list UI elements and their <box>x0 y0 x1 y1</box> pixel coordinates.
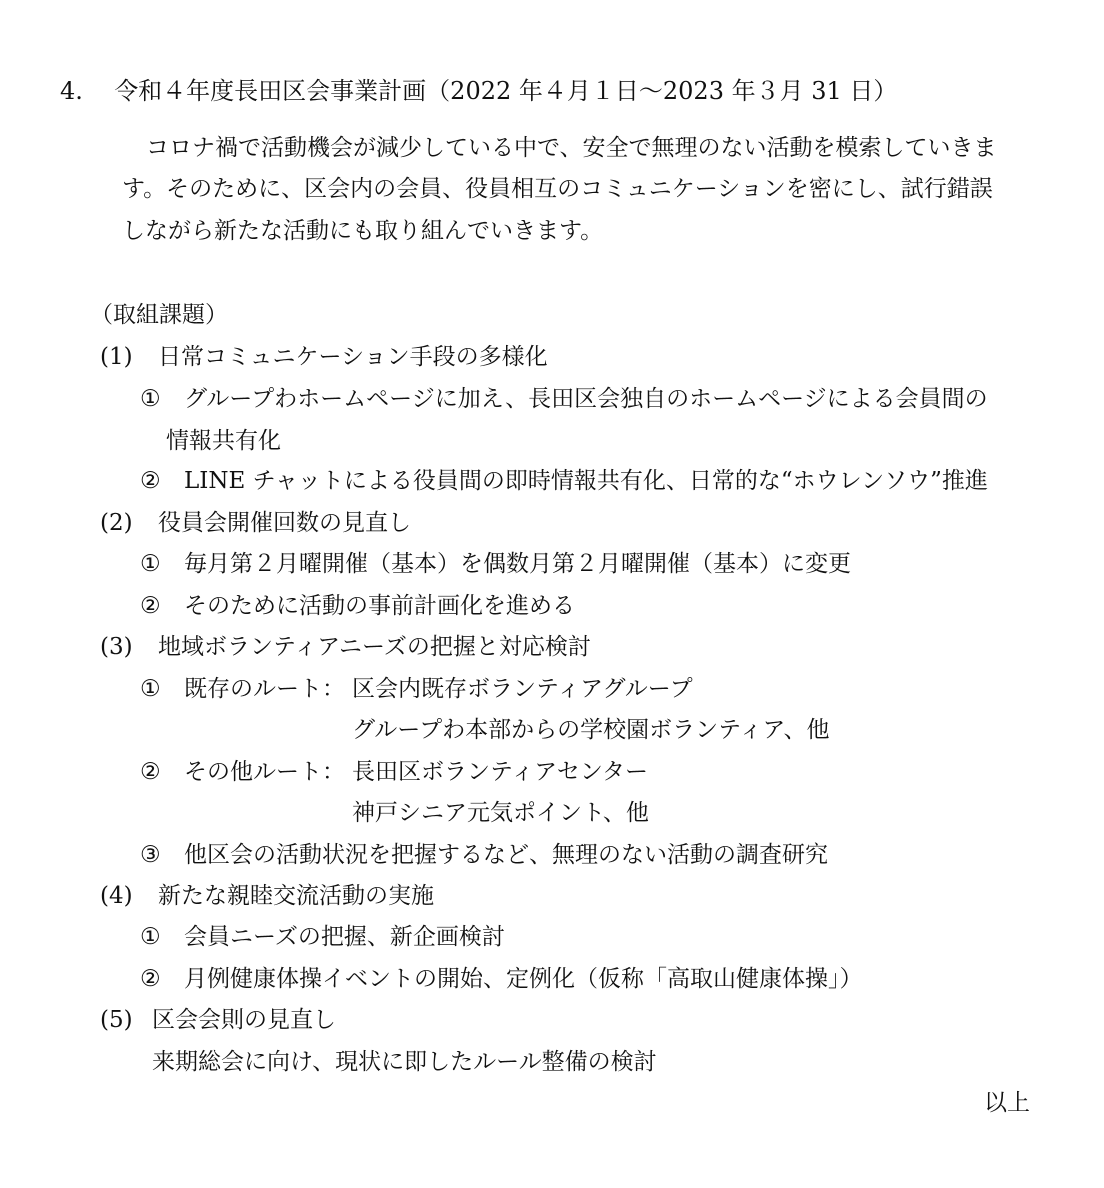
closing-text: 以上 <box>984 1090 1030 1116</box>
task-3-item-1-mark: ① <box>140 676 161 702</box>
task-2-item-1-text: 毎月第２月曜開催（基本）を偶数月第２月曜開催（基本）に変更 <box>184 551 851 577</box>
task-1-title: 日常コミュニケーション手段の多様化 <box>158 344 548 370</box>
task-3-item-2-line-1: 長田区ボランティアセンター <box>352 759 649 785</box>
task-3-item-2-mark: ② <box>140 759 161 785</box>
task-3-title: 地域ボランティアニーズの把握と対応検討 <box>158 634 591 660</box>
task-3-item-1-line-2: グループわ本部からの学校園ボランティア、他 <box>352 717 830 743</box>
task-4-title: 新たな親睦交流活動の実施 <box>158 883 434 909</box>
task-4-item-1-text: 会員ニーズの把握、新企画検討 <box>184 924 505 950</box>
task-3-number: (3) <box>100 634 133 660</box>
section-heading <box>60 76 897 106</box>
task-1-item-1-line-1: グループわホームページに加え、長田区会独自のホームページによる会員間の <box>184 386 988 412</box>
task-3-item-3-mark: ③ <box>140 842 161 868</box>
task-5-number: (5) <box>100 1007 133 1033</box>
task-5-title: 区会会則の見直し <box>152 1007 336 1033</box>
task-5-body: 来期総会に向け、現状に即したルール整備の検討 <box>152 1049 657 1075</box>
task-4-item-1-mark: ① <box>140 924 161 950</box>
task-3-item-2-line-2: 神戸シニア元気ポイント、他 <box>352 800 649 826</box>
tasks-heading: （取組課題） <box>90 302 228 328</box>
task-1-item-1-line-2: 情報共有化 <box>166 428 281 454</box>
task-2-item-2-mark: ② <box>140 593 161 619</box>
task-3-item-2-label: その他ルート： <box>184 759 345 785</box>
task-2-title: 役員会開催回数の見直し <box>158 510 411 536</box>
section-title: 令和４年度長田区会事業計画（2022 年４月１日～2023 年３月 31 日） <box>114 77 898 105</box>
task-4-item-2-mark: ② <box>140 966 161 992</box>
task-4-number: (4) <box>100 883 133 909</box>
task-3-item-1-line-1: 区会内既存ボランティアグループ <box>352 676 693 702</box>
task-1-item-1-mark: ① <box>140 386 161 412</box>
task-1-number: (1) <box>100 344 133 370</box>
task-4-item-2-text: 月例健康体操イベントの開始、定例化（仮称「高取山健康体操」） <box>184 966 863 992</box>
task-2-item-1-mark: ① <box>140 551 161 577</box>
section-number: 4. <box>60 77 83 105</box>
task-2-item-2-text: そのために活動の事前計画化を進める <box>184 593 575 619</box>
task-3-item-3-text: 他区会の活動状況を把握するなど、無理のない活動の調査研究 <box>184 842 828 868</box>
task-3-item-1-label: 既存のルート： <box>184 676 345 702</box>
intro-line-1: コロナ禍で活動機会が減少している中で、安全で無理のない活動を模索していきま <box>146 135 997 161</box>
task-1-item-2-text: LINE チャットによる役員間の即時情報共有化、日常的な“ホウレンソウ”推進 <box>184 468 988 494</box>
task-1-item-2-mark: ② <box>140 468 161 494</box>
intro-line-3: しながら新たな活動にも取り組んでいきます。 <box>122 218 604 244</box>
task-2-number: (2) <box>100 510 133 536</box>
intro-line-2: す。そのために、区会内の会員、役員相互のコミュニケーションを密にし、試行錯誤 <box>122 176 993 202</box>
